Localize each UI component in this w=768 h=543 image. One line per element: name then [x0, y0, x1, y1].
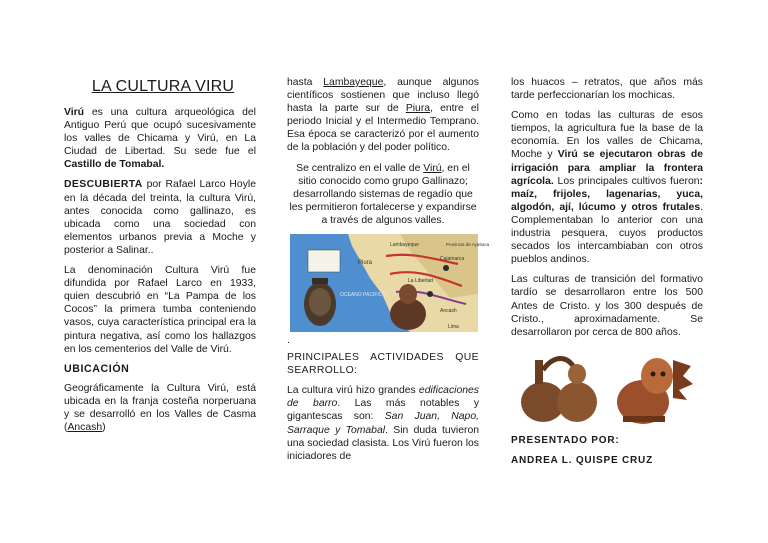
page-title: LA CULTURA VIRU: [91, 78, 235, 95]
map-label: Ancash: [440, 308, 457, 314]
figure-vessel-base: [623, 416, 665, 422]
piura-link[interactable]: Piura: [405, 103, 431, 115]
vessel-figure-head: [568, 364, 586, 384]
map-label: Lima: [448, 324, 459, 330]
head-vessel-top: [312, 278, 328, 284]
map-label: Lambayeque: [390, 242, 419, 248]
lambayeque-link[interactable]: Lambayeque: [323, 77, 384, 88]
author-name: ANDREA L. QUISPE CRUZ: [511, 455, 653, 467]
map-label: Piura: [358, 260, 373, 266]
agriculture-paragraph: Como en todas las culturas de esos tiempos, la agricultura fue la base de la economía. En los valles de Chicama, Moche y Virú se ejecutaron obras de irrigación para ampliar la frontera agrícola. Los principales cultivos fueron: maíz, frijoles, lagenarias, yuca, algodón, ají, lúcumo y otros frutales. Complementaban lo anterior con una industria pesquera, cuyos productos secados los intercambiaban con otros pueblos andinos.: [511, 110, 704, 266]
centralization-paragraph: Se centralizo en el valle de Virú, en el sitio conocido como grupo Gallinazo; desarrollando sistemas de regadío que les permitieron fortalecerse y expandirse a través de algunos valles.: [289, 162, 477, 226]
discovery-paragraph: DESCUBIERTA por Rafael Larco Hoyle en la década del treinta, la cultura Virú, antes conocida como gallinazo, es ubicada como una sociedad con elementos urbanos previa a Moche y posterior a Salinar..: [64, 179, 256, 256]
figure-vessel-head: [641, 358, 673, 394]
presented-by-label: PRESENTADO POR:: [511, 435, 620, 446]
map-label: La Libertad: [408, 278, 434, 284]
map-label: Cajamarca: [440, 256, 465, 262]
stray-dot: .: [287, 335, 290, 346]
viru-pottery-image: [515, 346, 695, 426]
extension-paragraph: hasta Lambayeque, aunque algunos científicos sostienen que incluso llegó hasta la parte sur de Piura, entre el periodo Inicial y el Intermedio Temprano. Esa época se caracterizó por el aumento de la población y del poder político.: [287, 77, 479, 154]
site-marker: [427, 291, 433, 297]
activities-heading: PRINCIPALES ACTIVIDADES QUE SEARROLLO:: [287, 352, 479, 377]
credits: [511, 434, 703, 474]
vessel-spout: [535, 360, 543, 384]
activities-paragraph: La cultura virú hizo grandes edificaciones de barro. Las más notables y gigantescas son: San Juan, Napo, Sarraque y Tomabal. Sin duda tuvieron una sociedad clasista. Los Virú fueron los iniciadores de: [287, 385, 480, 462]
column-2: [287, 76, 479, 227]
viru-link[interactable]: Virú: [423, 162, 442, 174]
map-legend-box: [308, 250, 340, 272]
pottery-illustration: [515, 346, 695, 426]
ancash-link[interactable]: Ancash: [67, 422, 103, 434]
site-marker: [443, 265, 449, 271]
transition-paragraph: Las culturas de transición del formativo tardío se desarrollaron entre los 500 Antes de Cristo. y los 300 después de Cristo., aproximadamente. Se desarrollaron por cerca de 800 años.: [511, 274, 703, 338]
map-label: Provincia de Ayabaca: [446, 242, 490, 247]
column-2-lower: [287, 334, 479, 470]
map-illustration: [290, 234, 490, 332]
head-vessel-face: [309, 288, 331, 316]
ubicacion-heading: UBICACIÓN: [64, 362, 130, 375]
map-label: OCEANO PACIFICO: [340, 292, 387, 298]
double-vessel-right: [557, 382, 597, 422]
denomination-paragraph: La denominación Cultura Virú fue difundida por Rafael Larco en 1933, quien descubrió en “La Pampa de los Cocos” la primera tumba conteniendo vasos, cuya característica principal era la pintura negativa, así como los hallazgos en los cementerios del Valle de Virú.: [64, 265, 256, 355]
column-1: [64, 78, 256, 441]
column-3: [511, 76, 703, 346]
figure-eye: [651, 372, 656, 377]
intro-paragraph: Virú es una cultura arqueológica del Antiguo Perú que ocupó sucesivamente los valles de Chicama y Virú, en La Ciudad de Libertad. Su sede fue el Castillo de Tomabal.: [64, 107, 256, 171]
huacos-paragraph: los huacos – retratos, que años más tarde perfeccionarían los mochicas.: [511, 77, 703, 102]
clay-bottle-neck: [399, 284, 417, 304]
figure-eye: [661, 372, 666, 377]
viru-map-image: [290, 234, 490, 332]
location-paragraph: Geográficamente la Cultura Virú, está ubicada en la franja costeña norperuana y se desarrolló en los Valles de Casma (Ancash): [64, 382, 256, 434]
